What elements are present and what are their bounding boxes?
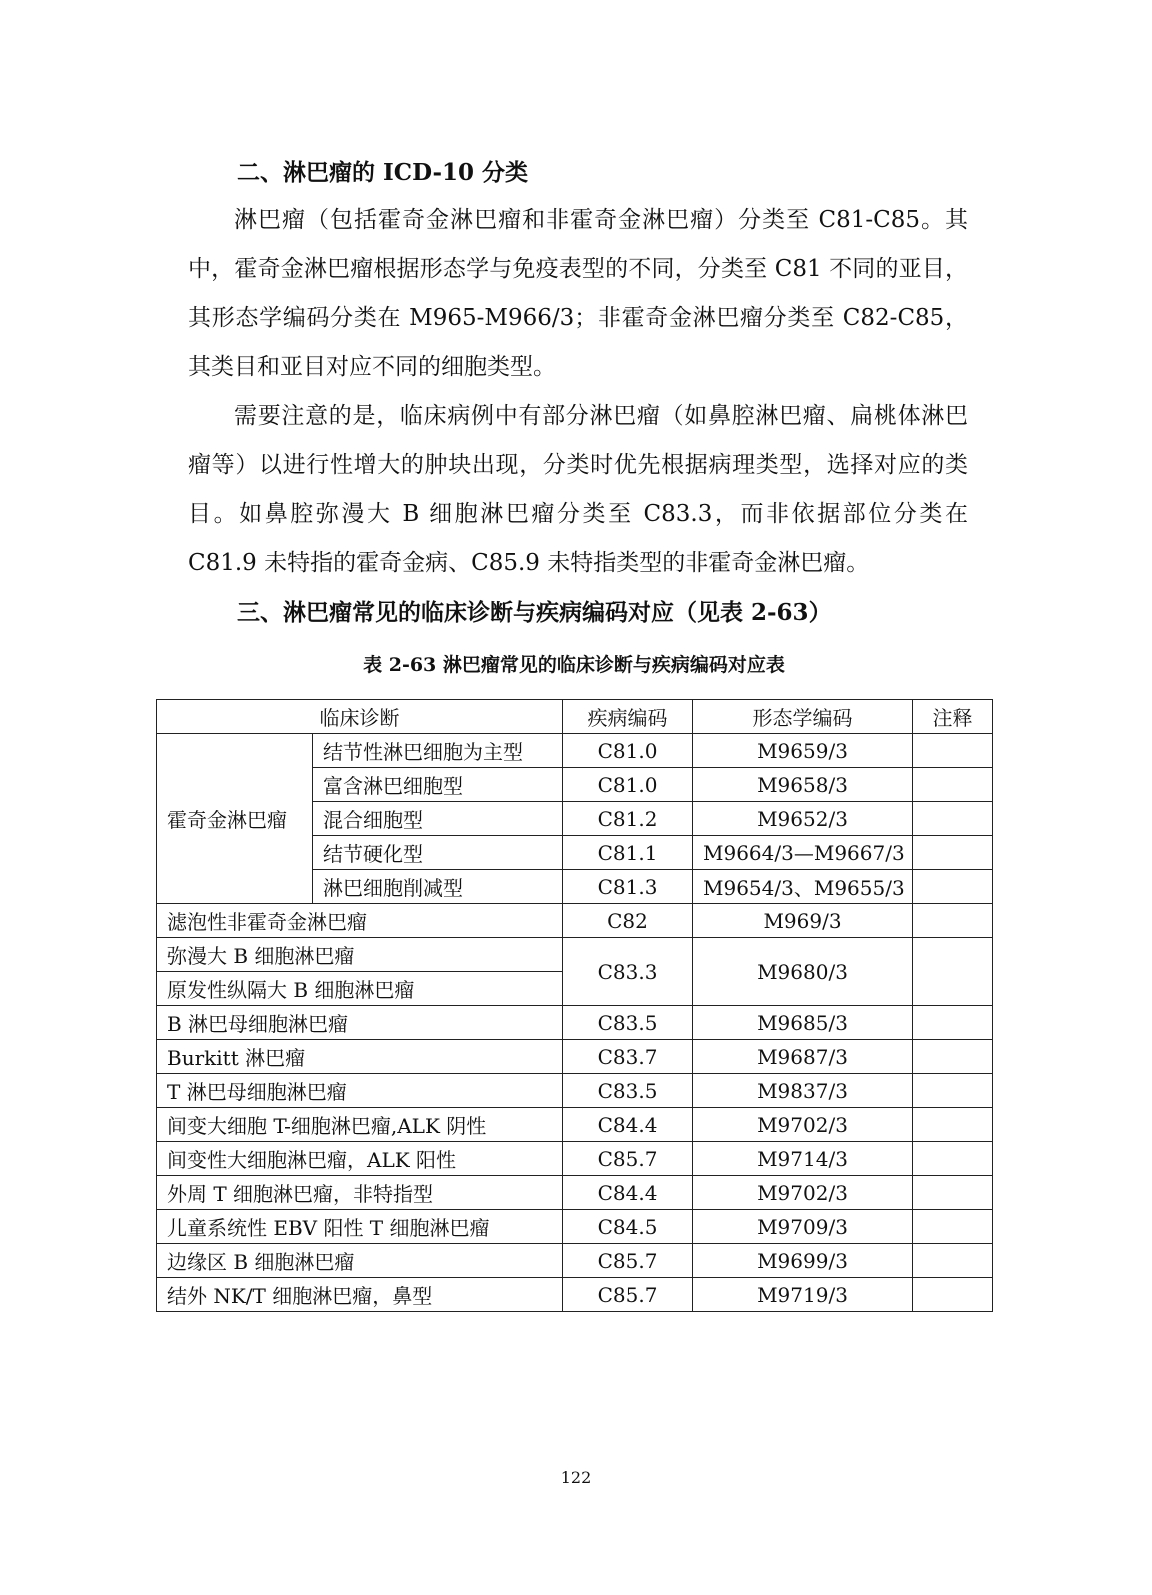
disease-code-cell: C83.7 <box>563 1040 693 1074</box>
disease-code-cell: C83.3 <box>563 938 693 1006</box>
header-disease-code: 疾病编码 <box>563 700 693 734</box>
paragraph-note: 需要注意的是，临床病例中有部分淋巴瘤（如鼻腔淋巴瘤、扁桃体淋巴瘤等）以进行性增大的肿块出现，分类时优先根据病理类型，选择对应的类目。如鼻腔弥漫大 B 细胞淋巴瘤分类至 C83.3，而非依据部位分类在 C81.9 未特指的霍奇金病、C85.9 未特指类型的非霍奇金淋巴瘤。 <box>188 403 968 576</box>
note-cell <box>913 802 993 836</box>
morphology-code-cell: M9685/3 <box>693 1006 913 1040</box>
note-cell <box>913 836 993 870</box>
page-number: 122 <box>560 1468 592 1487</box>
morphology-code-cell: M9719/3 <box>693 1278 913 1312</box>
table-row <box>157 1142 993 1176</box>
subtype-cell: 结节硬化型 <box>313 836 563 870</box>
subtype-cell: 结节性淋巴细胞为主型 <box>313 734 563 768</box>
diagnosis-cell: B 淋巴母细胞淋巴瘤 <box>157 1006 563 1040</box>
note-cell <box>913 1176 993 1210</box>
disease-code-cell: C81.2 <box>563 802 693 836</box>
disease-code-cell: C85.7 <box>563 1244 693 1278</box>
note-cell <box>913 904 993 938</box>
morphology-code-cell: M9687/3 <box>693 1040 913 1074</box>
header-note: 注释 <box>913 700 993 734</box>
morphology-code-cell: M9659/3 <box>693 734 913 768</box>
morphology-code-cell: M9664/3—M9667/3 <box>693 836 913 870</box>
diagnosis-cell: 儿童系统性 EBV 阳性 T 细胞淋巴瘤 <box>157 1210 563 1244</box>
note-cell <box>913 768 993 802</box>
subtype-cell: 混合细胞型 <box>313 802 563 836</box>
disease-code-cell: C84.4 <box>563 1176 693 1210</box>
morphology-code-cell: M9702/3 <box>693 1108 913 1142</box>
diagnosis-cell: 外周 T 细胞淋巴瘤，非特指型 <box>157 1176 563 1210</box>
table-row <box>157 1040 993 1074</box>
table-row <box>157 1108 993 1142</box>
morphology-code-cell: M9709/3 <box>693 1210 913 1244</box>
table-row <box>157 1210 993 1244</box>
diagnosis-cell: 间变性大细胞淋巴瘤，ALK 阳性 <box>157 1142 563 1176</box>
note-cell <box>913 1210 993 1244</box>
disease-code-cell: C85.7 <box>563 1142 693 1176</box>
morphology-code-cell: M9658/3 <box>693 768 913 802</box>
table-caption: 表 2-63 淋巴瘤常见的临床诊断与疾病编码对应表 <box>363 654 785 676</box>
disease-code-cell: C83.5 <box>563 1006 693 1040</box>
disease-code-cell: C81.3 <box>563 870 693 904</box>
section-heading-icd10: 二、淋巴瘤的 ICD-10 分类 <box>237 159 529 186</box>
disease-code-cell: C81.0 <box>563 768 693 802</box>
note-cell <box>913 1074 993 1108</box>
diagnosis-cell: 间变大细胞 T-细胞淋巴瘤,ALK 阴性 <box>157 1108 563 1142</box>
table-row <box>157 904 993 938</box>
table-row <box>157 1244 993 1278</box>
note-cell <box>913 1040 993 1074</box>
morphology-code-cell: M9837/3 <box>693 1074 913 1108</box>
disease-code-cell: C85.7 <box>563 1278 693 1312</box>
table-row <box>157 1074 993 1108</box>
diagnosis-cell: 边缘区 B 细胞淋巴瘤 <box>157 1244 563 1278</box>
note-cell <box>913 1108 993 1142</box>
morphology-code-cell: M9680/3 <box>693 938 913 1006</box>
diagnosis-cell: 结外 NK/T 细胞淋巴瘤，鼻型 <box>157 1278 563 1312</box>
section-heading-mapping: 三、淋巴瘤常见的临床诊断与疾病编码对应（见表 2-63） <box>237 599 832 626</box>
header-diagnosis: 临床诊断 <box>157 700 563 734</box>
table-row <box>157 734 993 768</box>
table-row <box>157 938 993 972</box>
diagnosis-cell: 滤泡性非霍奇金淋巴瘤 <box>157 904 563 938</box>
diagnosis-code-table <box>156 699 993 1312</box>
diagnosis-cell: 弥漫大 B 细胞淋巴瘤 <box>157 938 563 972</box>
disease-code-cell: C83.5 <box>563 1074 693 1108</box>
paragraph-classification: 淋巴瘤（包括霍奇金淋巴瘤和非霍奇金淋巴瘤）分类至 C81-C85。其中，霍奇金淋巴瘤根据形态学与免疫表型的不同，分类至 C81 不同的亚目，其形态学编码分类在 M965-M966/3；非霍奇金淋巴瘤分类至 C82-C85，其类目和亚目对应不同的细胞类型。 <box>188 207 968 380</box>
morphology-code-cell: M9652/3 <box>693 802 913 836</box>
disease-code-cell: C81.0 <box>563 734 693 768</box>
diagnosis-cell: T 淋巴母细胞淋巴瘤 <box>157 1074 563 1108</box>
table-row <box>157 1278 993 1312</box>
morphology-code-cell: M9699/3 <box>693 1244 913 1278</box>
diagnosis-cell: 原发性纵隔大 B 细胞淋巴瘤 <box>157 972 563 1006</box>
disease-code-cell: C82 <box>563 904 693 938</box>
morphology-code-cell: M9702/3 <box>693 1176 913 1210</box>
note-cell <box>913 1244 993 1278</box>
diagnosis-cell: Burkitt 淋巴瘤 <box>157 1040 563 1074</box>
note-cell <box>913 1006 993 1040</box>
note-cell <box>913 1278 993 1312</box>
morphology-code-cell: M9714/3 <box>693 1142 913 1176</box>
morphology-code-cell: M9654/3、M9655/3 <box>693 870 913 904</box>
disease-code-cell: C84.4 <box>563 1108 693 1142</box>
disease-code-cell: C81.1 <box>563 836 693 870</box>
subtype-cell: 淋巴细胞削减型 <box>313 870 563 904</box>
disease-code-cell: C84.5 <box>563 1210 693 1244</box>
header-morphology-code: 形态学编码 <box>693 700 913 734</box>
note-cell <box>913 734 993 768</box>
subtype-cell: 富含淋巴细胞型 <box>313 768 563 802</box>
note-cell <box>913 1142 993 1176</box>
table-row <box>157 1006 993 1040</box>
table-row <box>157 1176 993 1210</box>
morphology-code-cell: M969/3 <box>693 904 913 938</box>
note-cell <box>913 870 993 904</box>
note-cell <box>913 938 993 1006</box>
table-header-row <box>157 700 993 734</box>
group-hodgkin: 霍奇金淋巴瘤 <box>157 734 313 904</box>
